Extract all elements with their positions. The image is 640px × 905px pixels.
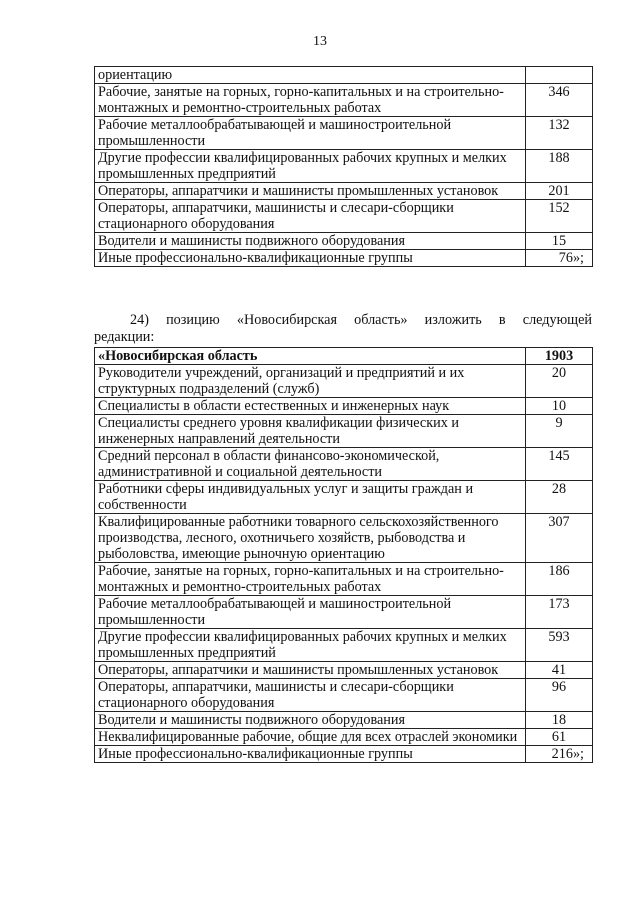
occupation-value-cell: 76»; [526,250,593,267]
occupation-value-cell [526,67,593,84]
occupation-label-cell: Водители и машинисты подвижного оборудования [95,712,526,729]
occupation-value-cell: 201 [526,183,593,200]
paragraph-line-1: 24) позицию «Новосибирская область» изложить в следующей [130,312,592,328]
page-number: 13 [313,34,327,49]
occupation-label-cell: Иные профессионально-квалификационные группы [95,746,526,763]
occupation-value-cell: 20 [526,365,593,398]
occupation-value-cell: 132 [526,117,593,150]
occupation-value-cell: 188 [526,150,593,183]
occupation-label-cell: Другие профессии квалифицированных рабочих крупных и мелких промышленных предприятий [95,629,526,662]
table-row [95,365,593,398]
table-row [95,67,593,84]
occupation-label-cell: Средний персонал в области финансово-экономической, административной и социальной деятельности [95,448,526,481]
table-row [95,183,593,200]
occupation-value-cell: 346 [526,84,593,117]
table-row [95,729,593,746]
occupation-label-cell: Другие профессии квалифицированных рабочих крупных и мелких промышленных предприятий [95,150,526,183]
occupation-label-cell: Рабочие, занятые на горных, горно-капитальных и на строительно-монтажных и ремонтно-строительных работах [95,563,526,596]
occupation-value-cell: 96 [526,679,593,712]
table-body [95,348,593,763]
occupation-label-cell: Рабочие, занятые на горных, горно-капитальных и на строительно-монтажных и ремонтно-строительных работах [95,84,526,117]
occupation-label-cell: Операторы, аппаратчики, машинисты и слесари-сборщики стационарного оборудования [95,679,526,712]
occupation-label-cell: Рабочие металлообрабатывающей и машиностроительной промышленности [95,117,526,150]
occupation-label-cell: Руководители учреждений, организаций и предприятий и их структурных подразделений (служб) [95,365,526,398]
region-total-cell: 1903 [526,348,593,365]
occupation-label-cell: Операторы, аппаратчики и машинисты промышленных установок [95,662,526,679]
occupation-label-cell: Рабочие металлообрабатывающей и машиностроительной промышленности [95,596,526,629]
table-row [95,746,593,763]
table-row [95,250,593,267]
table-row [95,415,593,448]
occupation-label-cell: Операторы, аппаратчики и машинисты промышленных установок [95,183,526,200]
occupation-label-cell: Иные профессионально-квалификационные группы [95,250,526,267]
occupation-label-cell: Квалифицированные работники товарного сельскохозяйственного производства, лесного, охотничьего хозяйств, рыбоводства и рыболовства, имеющие рыночную ориентацию [95,514,526,563]
occupation-value-cell: 593 [526,629,593,662]
table-row [95,662,593,679]
occupation-label-cell: Водители и машинисты подвижного оборудования [95,233,526,250]
occupation-label-cell: Работники сферы индивидуальных услуг и защиты граждан и собственности [95,481,526,514]
table-row [95,448,593,481]
table-row [95,712,593,729]
occupation-value-cell: 216»; [526,746,593,763]
table-row [95,481,593,514]
table-body [95,67,593,267]
occupation-table-continued [94,66,593,267]
occupation-label-cell: ориентацию [95,67,526,84]
paragraph-line-2: редакции: [94,329,155,345]
occupation-value-cell: 145 [526,448,593,481]
occupation-label-cell: Операторы, аппаратчики, машинисты и слесари-сборщики стационарного оборудования [95,200,526,233]
occupation-label-cell: Специалисты среднего уровня квалификации физических и инженерных направлений деятельности [95,415,526,448]
occupation-value-cell: 186 [526,563,593,596]
occupation-value-cell: 61 [526,729,593,746]
occupation-value-cell: 28 [526,481,593,514]
table-row [95,150,593,183]
occupation-value-cell: 307 [526,514,593,563]
table-row [95,596,593,629]
table-row [95,84,593,117]
table-row [95,117,593,150]
table-header-row [95,348,593,365]
occupation-value-cell: 152 [526,200,593,233]
occupation-value-cell: 18 [526,712,593,729]
table-row [95,200,593,233]
occupation-value-cell: 9 [526,415,593,448]
table-row [95,233,593,250]
table-row [95,629,593,662]
occupation-value-cell: 15 [526,233,593,250]
occupation-value-cell: 41 [526,662,593,679]
table-row [95,679,593,712]
amendment-paragraph [94,312,592,346]
occupation-value-cell: 10 [526,398,593,415]
table-row [95,398,593,415]
novosibirsk-occupation-table [94,347,593,763]
region-name-cell: «Новосибирская область [95,348,526,365]
occupation-label-cell: Неквалифицированные рабочие, общие для всех отраслей экономики [95,729,526,746]
table-row [95,563,593,596]
table-row [95,514,593,563]
occupation-label-cell: Специалисты в области естественных и инженерных наук [95,398,526,415]
occupation-value-cell: 173 [526,596,593,629]
